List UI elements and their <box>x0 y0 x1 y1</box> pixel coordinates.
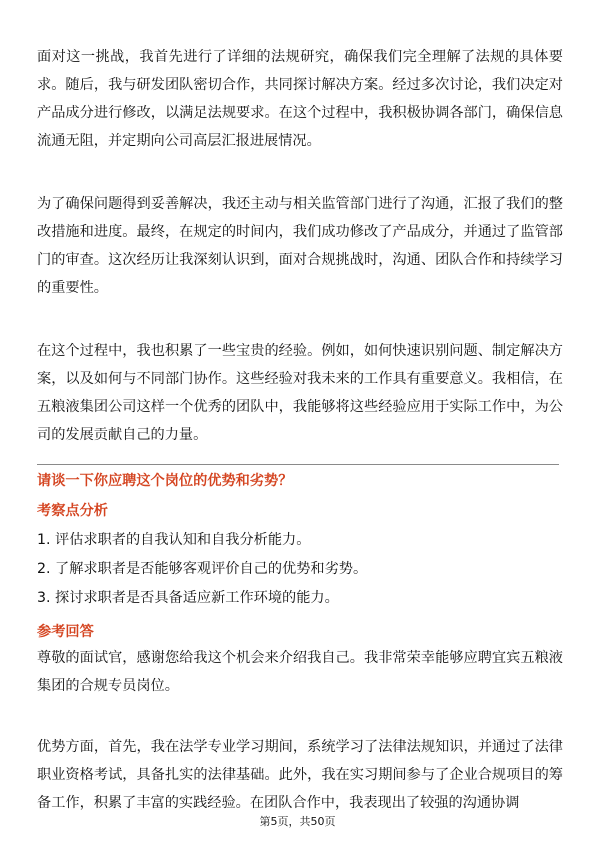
body-paragraph-2: 为了确保问题得到妥善解决，我还主动与相关监管部门进行了沟通，汇报了我们的整改措施和进度。最终，在规定的时间内，我们成功修改了产品成分，并通过了监管部门的审查。这次经历让我深刻认识到，面对合规挑战时，沟通、团队合作和持续学习的重要性。 <box>37 196 563 296</box>
answer-paragraph-1: 尊敬的面试官，感谢您给我这个机会来介绍我自己。我非常荣幸能够应聘宜宾五粮液集团的合规专员岗位。 <box>37 650 563 694</box>
analysis-list <box>37 526 367 613</box>
analysis-item-1: 1. 评估求职者的自我认知和自我分析能力。 <box>37 532 311 548</box>
body-paragraph-3: 在这个过程中，我也积累了一些宝贵的经验。例如，如何快速识别问题、制定解决方案，以及如何与不同部门协作。这些经验对我未来的工作具有重要意义。我相信，在五粮液集团公司这样一个优秀的团队中，我能够将这些经验应用于实际工作中，为公司的发展贡献自己的力量。 <box>37 343 563 443</box>
analysis-item-3: 3. 探讨求职者是否具备适应新工作环境的能力。 <box>37 590 339 606</box>
answer-title: 参考回答 <box>37 624 94 640</box>
answer-paragraph-2: 优势方面，首先，我在法学专业学习期间，系统学习了法律法规知识，并通过了法律职业资格考试，具备扎实的法律基础。此外，我在实习期间参与了企业合规项目的筹备工作，积累了丰富的实践经验。在团队合作中，我表现出了较强的沟通协调 <box>37 739 563 811</box>
page-number-footer: 第5页，共50页 <box>259 815 336 828</box>
analysis-title: 考察点分析 <box>37 503 108 519</box>
question-title: 请谈一下你应聘这个岗位的优势和劣势？ <box>37 473 293 489</box>
body-paragraph-1: 面对这一挑战，我首先进行了详细的法规研究，确保我们完全理解了法规的具体要求。随后，我与研发团队密切合作，共同探讨解决方案。经过多次讨论，我们决定对产品成分进行修改，以满足法规要求。在这个过程中，我积极协调各部门，确保信息流通无阻，并定期向公司高层汇报进展情况。 <box>37 49 563 149</box>
analysis-item-2: 2. 了解求职者是否能够客观评价自己的优势和劣势。 <box>37 561 368 577</box>
section-divider <box>37 464 559 465</box>
